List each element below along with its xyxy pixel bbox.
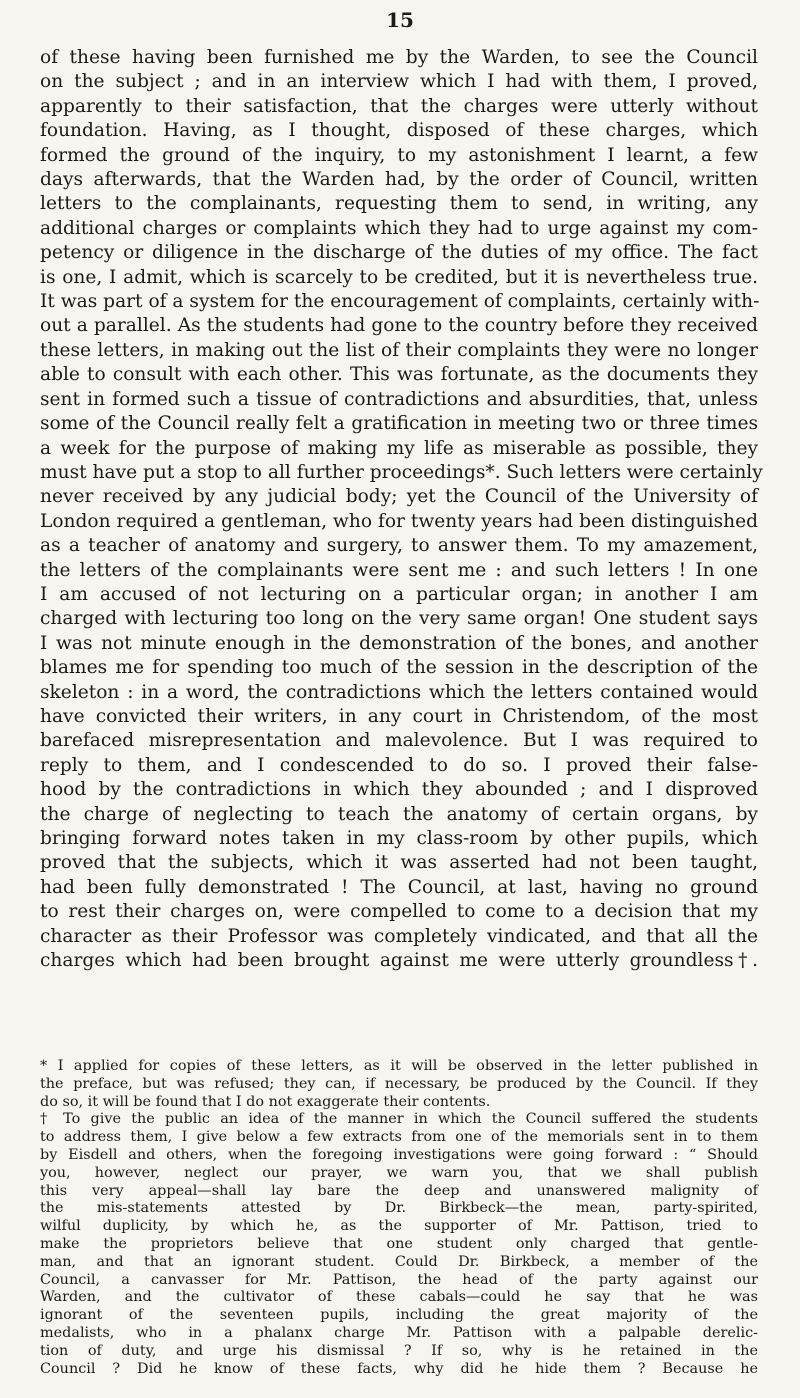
text-line: bringing forward notes taken in my class-room by other pupils, which: [40, 828, 758, 849]
text-line: charged with lecturing too long on the very same organ! One student says: [40, 608, 758, 630]
text-line: a week for the purpose of making my life as miserable as possible, they: [40, 437, 758, 459]
text-line: the charge of neglecting to teach the anatomy of certain organs, by: [40, 803, 758, 825]
footnote-line: man, and that an ignorant student. Could Dr. Birkbeck, a member of the: [40, 1253, 758, 1270]
text-line: letters to the complainants, requesting them to send, in writing, any: [40, 193, 758, 215]
footnote-line: * I applied for copies of these letters, as it will be observed in the letter published in: [40, 1058, 758, 1074]
text-line: character as their Professor was completely vindicated, and that all the: [40, 925, 758, 947]
text-line: these letters, in making out the list of their complaints they were no longer: [40, 339, 758, 361]
text-line: I am accused of not lecturing on a particular organ; in another I am: [40, 583, 758, 605]
footnote-line: you, however, neglect our prayer, we warn you, that we shall publish: [40, 1164, 758, 1181]
text-line: hood by the contradictions in which they abounded ; and I disproved: [40, 779, 758, 801]
text-line: blames me for spending too much of the session in the description of the: [40, 657, 758, 679]
footnote-line: wilful duplicity, by which he, as the supporter of Mr. Pattison, tried to: [40, 1218, 758, 1235]
footnotes: [40, 1058, 758, 1378]
footnote-line: the mis-statements attested by Dr. Birkbeck—the mean, party-spirited,: [40, 1200, 758, 1217]
text-line: apparently to their satisfaction, that the charges were utterly without: [40, 95, 758, 117]
text-line: had been fully demonstrated ! The Council, at last, having no ground: [40, 876, 758, 898]
text-line: days afterwards, that the Warden had, by the order of Council, written: [40, 169, 758, 191]
text-line: out a parallel. As the students had gone to the country before they received: [40, 315, 758, 337]
text-line: additional charges or complaints which they had to urge against my com-: [40, 217, 758, 239]
main-text: [40, 46, 763, 973]
footnote-line: † To give the public an idea of the manner in which the Council suffered the students: [40, 1111, 758, 1128]
footnote-line: make the proprietors believe that one student only charged that gentle-: [40, 1235, 758, 1252]
footnote-line: Council, a canvasser for Mr. Pattison, the head of the party against our: [40, 1271, 758, 1288]
text-line: It was part of a system for the encouragement of complaints, certainly with-: [40, 291, 760, 313]
footnote-line: do so, it will be found that I do not exaggerate their contents.: [40, 1093, 491, 1110]
text-line: able to consult with each other. This was fortunate, as the documents they: [40, 364, 758, 386]
text-line: never received by any judicial body; yet the Council of the University of: [40, 486, 758, 508]
text-line: charges which had been brought against me were utterly groundless†.: [40, 950, 758, 972]
footnote-line: medalists, who in a phalanx charge Mr. Pattison with a palpable derelic-: [40, 1324, 758, 1341]
footnote-line: Council ? Did he know of these facts, why did he hide them ? Because he: [40, 1360, 758, 1377]
page-number: 15: [386, 8, 414, 32]
text-line: on the subject ; and in an interview which I had with them, I proved,: [40, 71, 758, 93]
footnote-line: by Eisdell and others, when the foregoing investigations were going forward : “ Should: [40, 1146, 758, 1163]
footnote-line: ignorant of the seventeen pupils, including the great majority of the: [40, 1307, 758, 1324]
footnote-line: Warden, and the cultivator of these cabals—could he say that he was: [40, 1289, 758, 1306]
text-line: as a teacher of anatomy and surgery, to answer them. To my amazement,: [40, 535, 758, 557]
text-line: must have put a stop to all further proceedings*. Such letters were certainly: [40, 461, 763, 483]
footnote-line: this very appeal—shall lay bare the deep and unanswered malignity of: [40, 1182, 758, 1199]
footnote-line: the preface, but was refused; they can, if necessary, be produced by the Council. If they: [40, 1075, 758, 1092]
text-line: of these having been furnished me by the Warden, to see the Council: [40, 47, 758, 68]
text-line: proved that the subjects, which it was asserted had not been taught,: [40, 852, 758, 874]
text-line: skeleton : in a word, the contradictions which the letters contained would: [40, 681, 758, 703]
footnote-line: to address them, I give below a few extracts from one of the memorials sent in to them: [40, 1129, 758, 1146]
text-line: some of the Council really felt a gratification in meeting two or three times: [40, 413, 758, 435]
text-line: foundation. Having, as I thought, disposed of these charges, which: [40, 120, 758, 142]
text-line: I was not minute enough in the demonstration of the bones, and another: [40, 632, 758, 654]
text-line: barefaced misrepresentation and malevolence. But I was required to: [40, 730, 758, 752]
text-line: have convicted their writers, in any court in Christendom, of the most: [40, 705, 758, 727]
text-line: reply to them, and I condescended to do so. I proved their false-: [40, 754, 758, 776]
text-line: London required a gentleman, who for twenty years had been distinguished: [40, 510, 758, 532]
text-line: to rest their charges on, were compelled to come to a decision that my: [40, 901, 758, 923]
text-line: petency or diligence in the discharge of the duties of my office. The fact: [40, 242, 758, 264]
text-line: formed the ground of the inquiry, to my astonishment I learnt, a few: [40, 144, 758, 166]
text-line: is one, I admit, which is scarcely to be credited, but it is nevertheless true.: [40, 266, 758, 288]
text-line: sent in formed such a tissue of contradictions and absurdities, that, unless: [40, 388, 758, 410]
footnote-line: tion of duty, and urge his dismissal ? If so, why is he retained in the: [40, 1342, 758, 1359]
text-line: the letters of the complainants were sent me : and such letters ! In one: [40, 559, 758, 581]
